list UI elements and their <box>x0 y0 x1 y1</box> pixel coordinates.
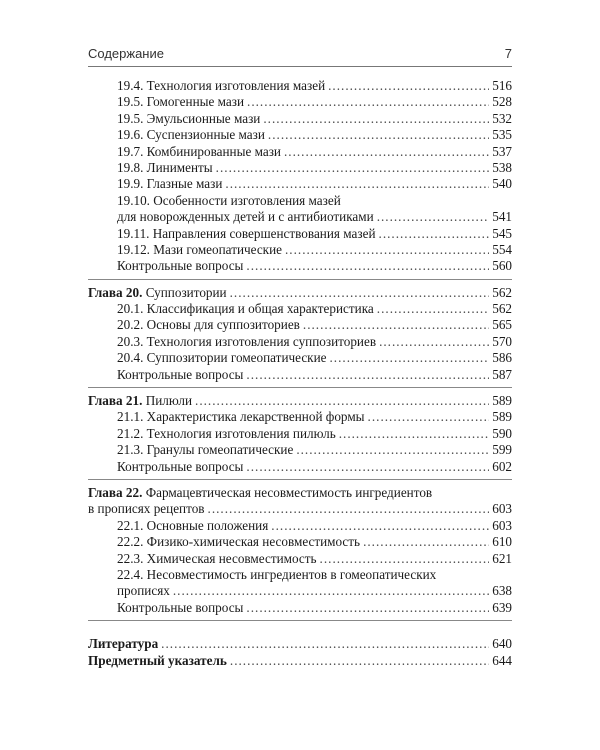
leader-dots <box>225 176 489 192</box>
leader-dots <box>339 426 490 442</box>
leader-dots <box>379 226 490 242</box>
toc-entry[interactable]: 20.3. Технология изготовления суппозиториев ..... 570 <box>88 334 512 350</box>
toc-entry[interactable]: 22.2. Физико-химическая несовместимость ..... 610 <box>88 534 512 550</box>
leader-dots <box>271 518 489 534</box>
toc-entry[interactable]: 22.3. Химическая несовместимость ..... 621 <box>88 551 512 567</box>
leader-dots <box>368 409 490 425</box>
toc-chapter[interactable]: в прописях рецептов ..... 603 <box>88 501 512 517</box>
toc-entry[interactable]: 19.6. Суспензионные мази ..... 535 <box>88 127 512 143</box>
toc-entry[interactable]: Контрольные вопросы ..... 602 <box>88 459 512 475</box>
table-of-contents <box>88 78 512 669</box>
toc-page: 590 <box>492 425 512 441</box>
leader-dots <box>320 551 490 567</box>
toc-page: 638 <box>492 583 512 599</box>
leader-dots <box>285 242 489 258</box>
leader-dots <box>377 209 490 225</box>
toc-page: 537 <box>492 143 512 159</box>
toc-entry[interactable]: для новорожденных детей и с антибиотиками ..... 541 <box>88 209 512 225</box>
header-rule <box>88 66 512 67</box>
toc-page: 528 <box>492 94 512 110</box>
page-number: 7 <box>504 46 512 61</box>
toc-page: 602 <box>492 458 512 474</box>
leader-dots <box>268 127 489 143</box>
toc-page: 541 <box>492 209 512 225</box>
toc-page: 586 <box>492 350 512 366</box>
toc-entry[interactable]: 19.12. Мази гомеопатические ..... 554 <box>88 242 512 258</box>
toc-page: 565 <box>492 317 512 333</box>
leader-dots <box>230 285 490 301</box>
leader-dots <box>208 501 490 517</box>
toc-page: 532 <box>492 110 512 126</box>
toc-entry[interactable]: 22.1. Основные положения ..... 603 <box>88 518 512 534</box>
leader-dots <box>247 94 489 110</box>
toc-page: 603 <box>492 517 512 533</box>
chapter-label: Глава 21. <box>88 393 143 409</box>
toc-page: 587 <box>492 366 512 382</box>
toc-entry[interactable]: Контрольные вопросы ..... 560 <box>88 258 512 274</box>
leader-dots <box>216 160 490 176</box>
toc-page: 610 <box>492 534 512 550</box>
chapter-title: Пилюли <box>145 393 193 409</box>
toc-page: 535 <box>492 127 512 143</box>
toc-chapter[interactable] <box>88 285 512 301</box>
leader-dots <box>173 583 489 599</box>
toc-entry[interactable]: 19.9. Глазные мази ..... 540 <box>88 176 512 192</box>
toc-chapter-line[interactable] <box>88 485 512 501</box>
toc-entry[interactable]: 19.5. Эмульсионные мази ..... 532 <box>88 111 512 127</box>
chapter-label: Глава 22. <box>88 484 143 500</box>
toc-entry[interactable]: 20.2. Основы для суппозиториев ..... 565 <box>88 317 512 333</box>
toc-page: 589 <box>492 409 512 425</box>
toc-entry[interactable]: прописях ..... 638 <box>88 583 512 599</box>
toc-page: 589 <box>492 393 512 409</box>
leader-dots <box>161 636 489 652</box>
toc-entry[interactable]: 19.5. Гомогенные мази ..... 528 <box>88 94 512 110</box>
toc-page: 644 <box>492 652 512 668</box>
leader-dots <box>246 367 489 383</box>
toc-page: 554 <box>492 241 512 257</box>
leader-dots <box>263 111 489 127</box>
toc-entry[interactable]: 19.7. Комбинированные мази ..... 537 <box>88 144 512 160</box>
toc-entry[interactable]: 19.8. Линименты ..... 538 <box>88 160 512 176</box>
toc-entry[interactable]: Контрольные вопросы ..... 587 <box>88 367 512 383</box>
toc-back-matter[interactable]: Литература ..... 640 <box>88 636 512 652</box>
leader-dots <box>195 393 489 409</box>
toc-entry[interactable]: 19.4. Технология изготовления мазей ..... 516 <box>88 78 512 94</box>
toc-entry-line[interactable]: 22.4. Несовместимость ингредиентов в гомеопатических <box>117 566 437 582</box>
toc-chapter[interactable] <box>88 393 512 409</box>
section-rule <box>88 479 512 480</box>
toc-entry[interactable]: 20.4. Суппозитории гомеопатические ..... 586 <box>88 350 512 366</box>
toc-page: 603 <box>492 501 512 517</box>
section-rule <box>88 387 512 388</box>
toc-page: 599 <box>492 442 512 458</box>
toc-back-matter[interactable]: Предметный указатель ..... 644 <box>88 653 512 669</box>
leader-dots <box>284 144 489 160</box>
section-rule <box>88 620 512 621</box>
toc-entry[interactable]: 19.11. Направления совершенствования мазей ..... 545 <box>88 226 512 242</box>
toc-entry[interactable]: 21.3. Гранулы гомеопатические ..... 599 <box>88 442 512 458</box>
toc-page: 562 <box>492 284 512 300</box>
chapter-title: Суппозитории <box>145 284 227 300</box>
leader-dots <box>246 258 489 274</box>
toc-page: 538 <box>492 159 512 175</box>
toc-page: 545 <box>492 225 512 241</box>
toc-entry[interactable]: Контрольные вопросы ..... 639 <box>88 600 512 616</box>
leader-dots <box>230 653 489 669</box>
section-rule <box>88 279 512 280</box>
leader-dots <box>330 350 490 366</box>
toc-page: 640 <box>492 636 512 652</box>
leader-dots <box>377 301 489 317</box>
running-head <box>88 46 512 61</box>
toc-page: 562 <box>492 301 512 317</box>
toc-page: 570 <box>492 333 512 349</box>
leader-dots <box>363 534 489 550</box>
chapter-label: Глава 20. <box>88 284 143 300</box>
toc-page: 639 <box>492 599 512 615</box>
leader-dots <box>328 78 489 94</box>
toc-page: 621 <box>492 550 512 566</box>
leader-dots <box>379 334 489 350</box>
toc-entry[interactable]: 21.2. Технология изготовления пилюль ..... 590 <box>88 426 512 442</box>
toc-page: 516 <box>492 78 512 93</box>
section-title: Содержание <box>88 46 164 61</box>
toc-entry[interactable]: 20.1. Классификация и общая характеристика ..... 562 <box>88 301 512 317</box>
toc-entry[interactable]: 21.1. Характеристика лекарственной формы ..... 589 <box>88 409 512 425</box>
chapter-title: Фармацевтическая несовместимость ингредиентов <box>145 484 433 500</box>
leader-dots <box>303 317 489 333</box>
leader-dots <box>296 442 489 458</box>
toc-entry-line[interactable]: 19.10. Особенности изготовления мазей <box>117 192 341 208</box>
leader-dots <box>246 459 489 475</box>
toc-page: 540 <box>492 176 512 192</box>
toc-page: 560 <box>492 258 512 274</box>
leader-dots <box>246 600 489 616</box>
